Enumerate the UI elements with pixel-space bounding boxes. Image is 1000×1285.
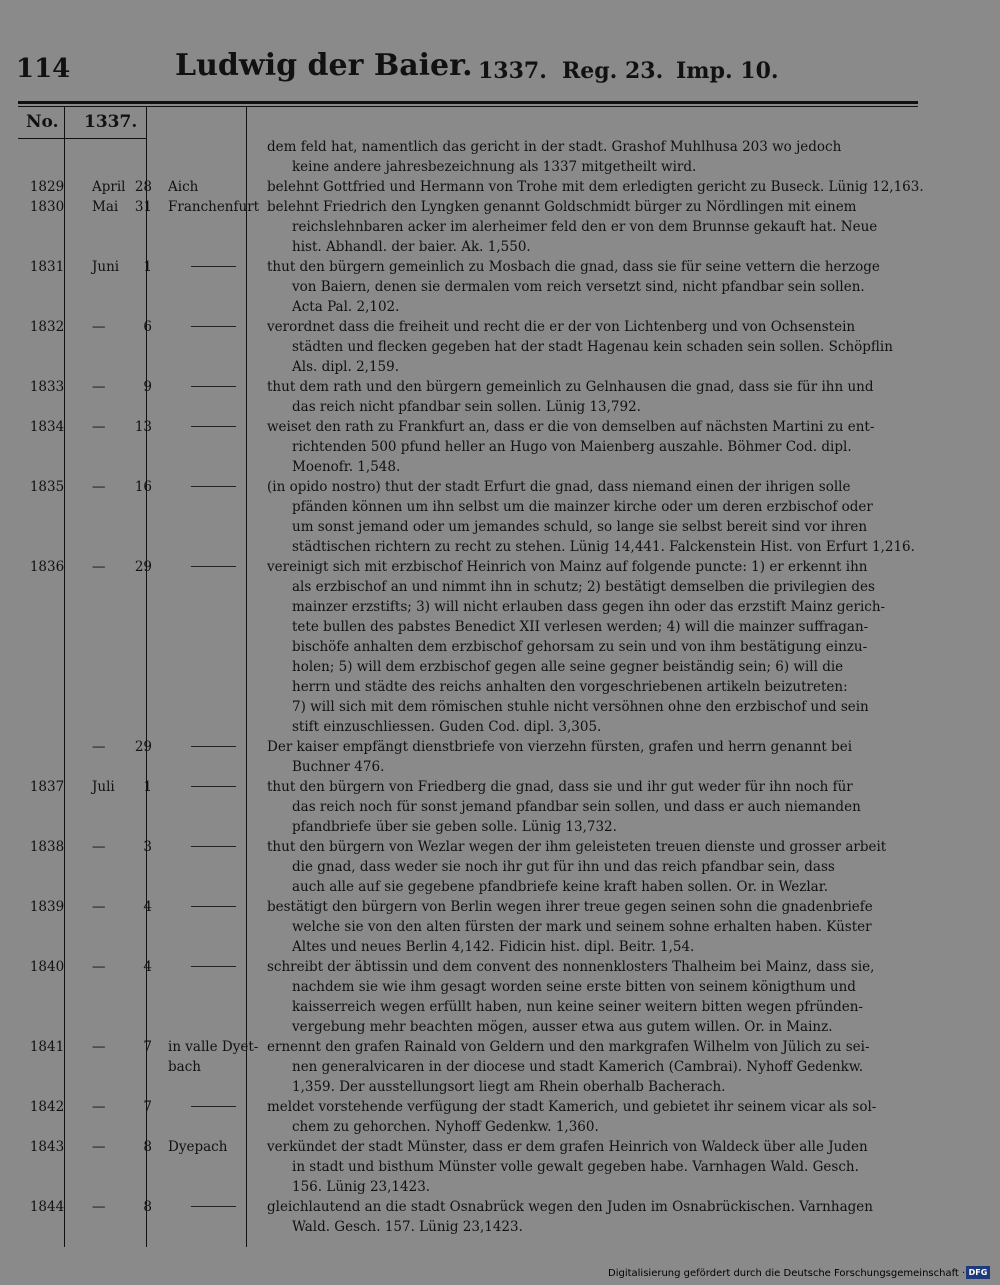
entry-day: 4 — [143, 899, 152, 915]
entry-text-line: Wald. Gesch. 157. Lünig 23,1423. — [292, 1219, 523, 1235]
regest-entry — [18, 257, 918, 317]
header-rule-bottom — [18, 106, 918, 107]
entry-text — [267, 737, 935, 777]
entry-text-line: Altes und neues Berlin 4,142. Fidicin hist. dipl. Beitr. 1,54. — [292, 939, 695, 955]
entry-day: 7 — [143, 1099, 152, 1115]
entry-text-line: städten und flecken gegeben hat der stadt Hagenau kein schaden sein sollen. Schöpflin — [292, 339, 893, 355]
place-dash — [191, 326, 236, 327]
entry-text-line: Als. dipl. 2,159. — [292, 359, 400, 375]
dfg-logo: DFG — [966, 1266, 990, 1279]
entry-text-line: das reich nicht pfandbar sein sollen. Lünig 13,792. — [292, 399, 641, 415]
entry-month: — — [92, 839, 106, 855]
column-header-year: 1337. — [84, 112, 138, 132]
entry-number: 1844 — [29, 1199, 65, 1215]
entry-text-line: in stadt und bisthum Münster volle gewalt gegeben habe. Varnhagen Wald. Gesch. — [292, 1159, 859, 1175]
regest-entry — [18, 177, 924, 197]
place-dash — [191, 786, 236, 787]
place-dash — [191, 386, 236, 387]
entry-number: 1843 — [29, 1139, 65, 1155]
entry-text-line: keine andere jahresbezeichnung als 1337 mitgetheilt wird. — [292, 159, 697, 175]
entry-month: — — [92, 559, 106, 575]
entry-text — [267, 1097, 935, 1137]
entry-text-line: gleichlautend an die stadt Osnabrück wegen den Juden im Osnabrückischen. Varnhagen — [267, 1199, 873, 1215]
entry-text-line: hist. Abhandl. der baier. Ak. 1,550. — [292, 239, 531, 255]
entry-month: April — [92, 179, 126, 195]
entry-text-line: Der kaiser empfängt dienstbriefe von vierzehn fürsten, grafen und herrn genannt bei — [267, 739, 853, 755]
entry-text — [267, 477, 935, 557]
entry-text-line: pfänden können um ihn selbst um die mainzer kirche oder um deren erzbischof oder — [292, 499, 873, 515]
entry-month: Juli — [92, 779, 115, 795]
entry-text-line: das reich noch für sonst jemand pfandbar sein sollen, und dass er auch niemanden — [292, 799, 861, 815]
entry-text-line: 156. Lünig 23,1423. — [292, 1179, 431, 1195]
entry-text-line: nachdem sie wie ihm gesagt worden seine erste bitten von seinem königthum und — [292, 979, 856, 995]
entry-text-line: auch alle auf sie gegebene pfandbriefe keine kraft haben sollen. Or. in Wezlar. — [292, 879, 828, 895]
entry-text-line: als erzbischof an und nimmt ihn in schutz; 2) bestätigt demselben die privilegien des — [292, 579, 875, 595]
entry-day: 4 — [143, 959, 152, 975]
entry-number: 1842 — [29, 1099, 65, 1115]
entry-text-line: welche sie von den alten fürsten der mark und seinem sohne erhalten haben. Küster — [292, 919, 872, 935]
entry-text-line: holen; 5) will dem erzbischof gegen alle seine gegner beiständig sein; 6) will die — [292, 659, 844, 675]
entry-text-line: mainzer erzstifts; 3) will nicht erlauben dass gegen ihn oder das erzstift Mainz gerich- — [292, 599, 886, 615]
regest-entry — [18, 837, 918, 897]
place-dash — [191, 1106, 236, 1107]
entry-text-line: verordnet dass die freiheit und recht die er der von Lichtenberg und von Ochsenstein — [267, 319, 856, 335]
header-regnal-year: Reg. 23. — [562, 58, 664, 84]
entry-text-line: die gnad, dass weder sie noch ihr gut für ihn und das reich pfandbar sein, dass — [292, 859, 835, 875]
regest-entry — [18, 137, 918, 177]
entry-text — [267, 137, 935, 177]
entry-text — [267, 557, 935, 737]
entry-month: — — [92, 419, 106, 435]
entry-text-line: tete bullen des pabstes Benedict XII verlesen werden; 4) will die mainzer suffragan- — [292, 619, 869, 635]
entry-text-line: thut den bürgern von Friedberg die gnad, dass sie und ihr gut weder für ihn noch für — [267, 779, 853, 795]
regest-entry — [18, 1197, 918, 1237]
header-imperial-year: Imp. 10. — [676, 58, 779, 84]
entry-month: — — [92, 479, 106, 495]
page-number: 114 — [16, 54, 71, 84]
entry-day: 29 — [134, 739, 152, 755]
entry-number: 1832 — [29, 319, 65, 335]
entry-text-line: (in opido nostro) thut der stadt Erfurt die gnad, dass niemand einen der ihrigen solle — [267, 479, 851, 495]
place-dash — [191, 1206, 236, 1207]
entry-text-line: verkündet der stadt Münster, dass er dem grafen Heinrich von Waldeck über alle Juden — [267, 1139, 868, 1155]
regest-entry — [18, 957, 918, 1037]
entry-month: — — [92, 1099, 106, 1115]
regest-entry — [18, 737, 918, 777]
entry-place: in valle Dyet-bach — [168, 1039, 259, 1075]
footer-credit: Digitalisierung gefördert durch die Deutsche Forschungsgemeinschaft · — [608, 1268, 966, 1279]
place-dash — [191, 966, 236, 967]
entry-text-line: belehnt Friedrich den Lyngken genannt Goldschmidt bürger zu Nördlingen mit einem — [267, 199, 857, 215]
entry-text — [267, 177, 935, 197]
entry-text-line: um sonst jemand oder um jemandes schuld, so lange sie selbst bereit sind vor ihren — [292, 519, 868, 535]
entry-text-line: Acta Pal. 2,102. — [292, 299, 400, 315]
column-header-no: No. — [26, 112, 59, 132]
entry-number: 1839 — [29, 899, 65, 915]
entry-text-line: chem zu gehorchen. Nyhoff Gedenkw. 1,360. — [292, 1119, 599, 1135]
entry-text-line: 7) will sich mit dem römischen stuhle nicht versöhnen ohne den erzbischof und sein — [292, 699, 869, 715]
entry-text-line: vereinigt sich mit erzbischof Heinrich von Mainz auf folgende puncte: 1) er erkennt ihn — [267, 559, 868, 575]
regest-entry — [18, 477, 918, 557]
entry-month: — — [92, 1199, 106, 1215]
entry-day: 29 — [134, 559, 152, 575]
entry-text — [267, 777, 935, 837]
regest-entry — [18, 1037, 918, 1097]
entry-number: 1841 — [29, 1039, 65, 1055]
entry-day: 6 — [143, 319, 152, 335]
entry-month: — — [92, 379, 106, 395]
regest-entry — [18, 197, 918, 257]
entry-place: Aich — [168, 179, 199, 195]
entry-day: 1 — [143, 779, 152, 795]
entry-text-line: kaisserreich wegen erfüllt haben, nun keine seiner weitern bitten wegen pfründen- — [292, 999, 863, 1015]
entry-text-line: Moenofr. 1,548. — [292, 459, 401, 475]
entry-text-line: reichslehnbaren acker im alerheimer feld den er von dem Brunnse gekauft hat. Neue — [292, 219, 878, 235]
entry-month: — — [92, 739, 106, 755]
regest-entry — [18, 1097, 918, 1137]
entry-month: — — [92, 899, 106, 915]
entry-day: 1 — [143, 259, 152, 275]
entry-text-line: weiset den rath zu Frankfurt an, dass er die von demselben auf nächsten Martini zu ent- — [267, 419, 875, 435]
entry-text — [267, 377, 935, 417]
entry-text-line: vergebung mehr beachten mögen, ausser etwa aus gutem willen. Or. in Mainz. — [292, 1019, 833, 1035]
place-dash — [191, 906, 236, 907]
entry-number: 1833 — [29, 379, 65, 395]
entry-month: Juni — [92, 259, 120, 275]
entry-place: Franchenfurt — [168, 199, 260, 215]
header-rule-top — [18, 101, 918, 104]
entry-text-line: ernennt den grafen Rainald von Geldern und den markgrafen Wilhelm von Jülich zu sei- — [267, 1039, 870, 1055]
regest-entry — [18, 317, 918, 377]
entry-text-line: dem feld hat, namentlich das gericht in der stadt. Grashof Muhlhusa 203 wo jedoch — [267, 139, 842, 155]
entry-month: — — [92, 319, 106, 335]
entry-text-line: 1,359. Der ausstellungsort liegt am Rhein oberhalb Bacherach. — [292, 1079, 726, 1095]
entry-text-line: thut den bürgern von Wezlar wegen der ihm geleisteten treuen dienste und grosser arbeit — [267, 839, 887, 855]
regest-entry — [18, 777, 918, 837]
entry-day: 7 — [143, 1039, 152, 1055]
place-dash — [191, 426, 236, 427]
entry-text-line: meldet vorstehende verfügung der stadt Kamerich, und gebietet ihr seinem vicar als sol- — [267, 1099, 877, 1115]
entry-text — [267, 837, 935, 897]
entry-number: 1834 — [29, 419, 65, 435]
entry-day: 9 — [143, 379, 152, 395]
regest-entry — [18, 377, 918, 417]
entry-text-line: bestätigt den bürgern von Berlin wegen ihrer treue gegen seinen sohn die gnadenbriefe — [267, 899, 873, 915]
entry-day: 31 — [134, 199, 152, 215]
entry-text — [267, 897, 935, 957]
entry-day: 28 — [134, 179, 152, 195]
place-dash — [191, 846, 236, 847]
entry-text-line: stift einzuschliessen. Guden Cod. dipl. 3,305. — [292, 719, 602, 735]
entry-number: 1835 — [29, 479, 65, 495]
entry-number: 1837 — [29, 779, 65, 795]
place-dash — [191, 486, 236, 487]
entry-day: 13 — [134, 419, 152, 435]
page-title: Ludwig der Baier. — [175, 48, 473, 83]
entry-month: — — [92, 959, 106, 975]
entry-text — [267, 257, 935, 317]
header-year: 1337. — [478, 58, 547, 84]
regest-entry — [18, 897, 918, 957]
entry-text-line: herrn und städte des reichs anhalten den vorgeschriebenen artikeln beizutreten: — [292, 679, 848, 695]
entry-day: 16 — [134, 479, 152, 495]
entry-text-line: richtenden 500 pfund heller an Hugo von Maienberg auszahle. Böhmer Cod. dipl. — [292, 439, 852, 455]
entry-number: 1840 — [29, 959, 65, 975]
entry-text — [267, 957, 935, 1037]
entry-day: 8 — [143, 1199, 152, 1215]
entry-text-line: Buchner 476. — [292, 759, 385, 775]
entry-place: Dyepach — [168, 1139, 228, 1155]
entry-text-line: von Baiern, denen sie dermalen vom reich versetzt sind, nicht pfandbar sein sollen. — [292, 279, 865, 295]
entry-text-line: belehnt Gottfried und Hermann von Trohe mit dem erledigten gericht zu Buseck. Lünig 12,163. — [267, 179, 924, 195]
entry-text-line: pfandbriefe über sie geben solle. Lünig 13,732. — [292, 819, 617, 835]
entry-number: 1838 — [29, 839, 65, 855]
entry-text — [267, 197, 935, 257]
entry-text-line: nen generalvicaren in der diocese und stadt Kamerich (Cambrai). Nyhoff Gedenkw. — [292, 1059, 864, 1075]
entry-text-line: thut dem rath und den bürgern gemeinlich zu Gelnhausen die gnad, dass sie für ihn und — [267, 379, 874, 395]
entry-text-line: schreibt der äbtissin und dem convent des nonnenklosters Thalheim bei Mainz, dass sie, — [267, 959, 875, 975]
regest-entry — [18, 1137, 918, 1197]
place-dash — [191, 266, 236, 267]
entry-number: 1829 — [29, 179, 65, 195]
regest-entry — [18, 557, 918, 737]
place-dash — [191, 746, 236, 747]
entry-number: 1830 — [29, 199, 65, 215]
entry-month: — — [92, 1139, 106, 1155]
entry-number: 1836 — [29, 559, 65, 575]
entry-month: Mai — [92, 199, 119, 215]
entry-text-line: bischöfe anhalten dem erzbischof gehorsam zu sein und von ihm bestätigung einzu- — [292, 639, 868, 655]
entry-number: 1831 — [29, 259, 65, 275]
entry-text — [267, 317, 935, 377]
entry-text — [267, 1197, 935, 1237]
entry-text-line: städtischen richtern zu recht zu stehen. Lünig 14,441. Falckenstein Hist. von Erfurt 1,216. — [292, 539, 915, 555]
entry-text — [267, 1137, 935, 1197]
place-dash — [191, 566, 236, 567]
entry-text — [267, 417, 935, 477]
entry-day: 3 — [143, 839, 152, 855]
entry-text-line: thut den bürgern gemeinlich zu Mosbach die gnad, dass sie für seine vettern die herzoge — [267, 259, 880, 275]
entry-text — [267, 1037, 935, 1097]
entry-month: — — [92, 1039, 106, 1055]
regest-entry — [18, 417, 918, 477]
entry-day: 8 — [143, 1139, 152, 1155]
